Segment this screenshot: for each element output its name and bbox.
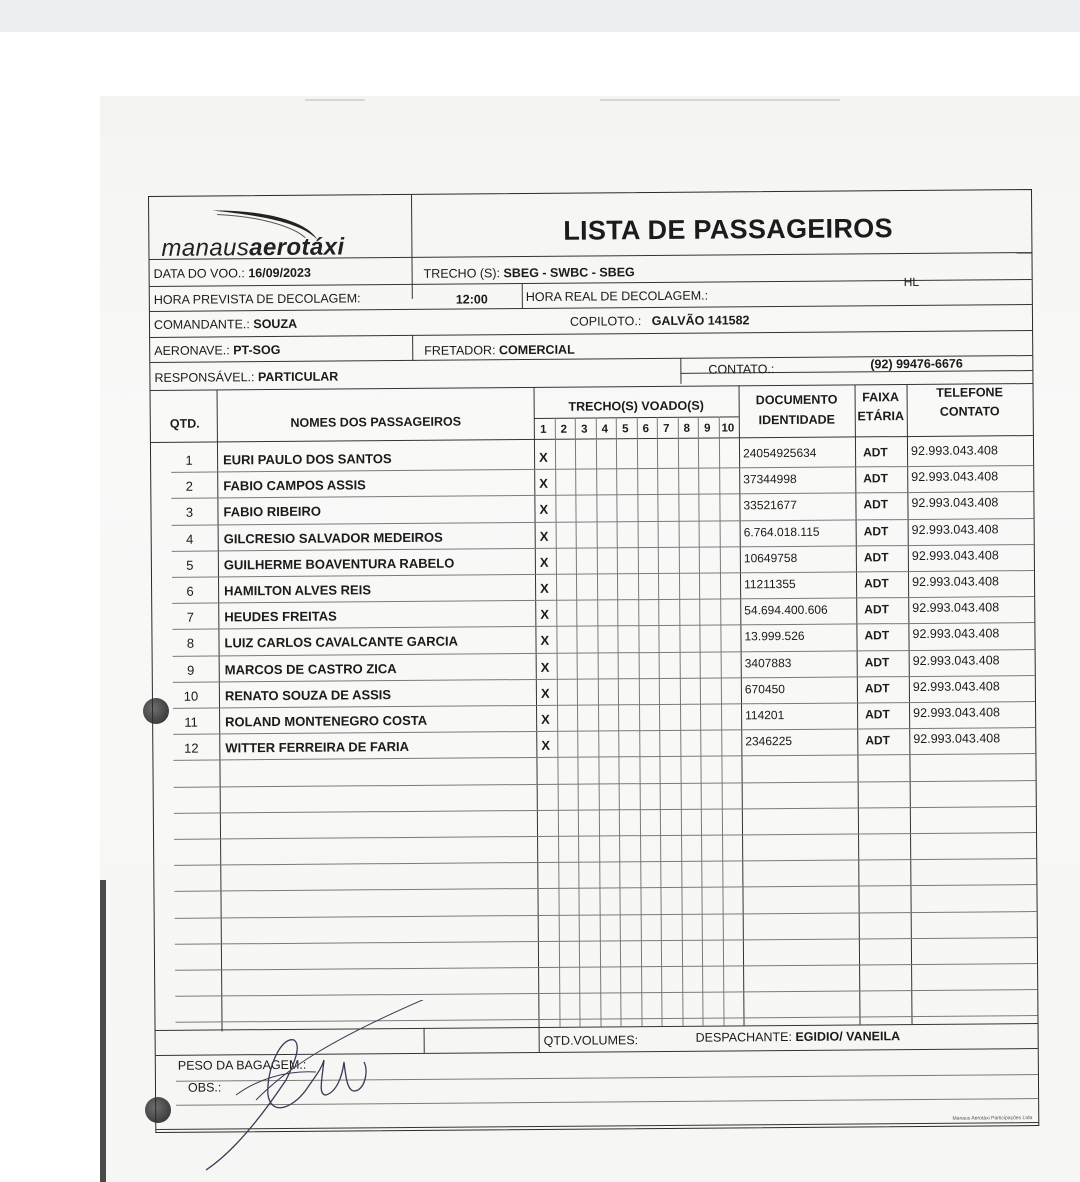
dispatcher-label: DESPACHANTE:: [695, 1029, 793, 1045]
passenger-name: FABIO CAMPOS ASSIS: [223, 477, 366, 494]
passenger-leg-mark: X: [540, 685, 550, 701]
actual-departure-value: HL: [903, 274, 920, 290]
copilot-value: GALVÃO 141582: [651, 313, 750, 329]
passenger-document: 24054925634: [742, 445, 817, 461]
form-footer-print: Manaus Aerotáxi Participações Ltda: [952, 1115, 1033, 1122]
leg-number: 6: [642, 423, 650, 436]
passenger-document: 13.999.526: [744, 629, 805, 644]
baggage-weight-label: PESO DA BAGAGEM.:: [177, 1057, 307, 1073]
route-field: [424, 265, 635, 281]
contact-value: (92) 99476-6676: [870, 356, 963, 372]
obs-label: OBS.:: [187, 1080, 222, 1095]
passenger-document: 33521677: [743, 498, 797, 513]
leg-number: 3: [581, 423, 588, 436]
blank-row-line: [174, 832, 1036, 840]
passenger-qtd: 7: [186, 609, 194, 625]
blank-row-line: [174, 884, 1036, 892]
leg-number: 5: [622, 423, 629, 436]
blank-row-line: [175, 963, 1037, 971]
passenger-document: 670450: [744, 681, 785, 697]
col-header-phone-1: TELEFONE: [936, 385, 1003, 400]
passenger-document: 11211355: [744, 576, 796, 592]
copilot-field: [570, 313, 750, 328]
passenger-document: 54.694.400.606: [744, 602, 828, 618]
passenger-qtd: 5: [186, 557, 194, 573]
actual-departure-label: HORA REAL DE DECOLAGEM.:: [525, 288, 709, 305]
passenger-qtd: 10: [183, 688, 199, 704]
passenger-phone: 92.993.043.408: [913, 705, 1001, 721]
logo-suffix: aerotáxi: [249, 233, 345, 262]
passenger-leg-mark: X: [539, 449, 548, 465]
flight-date-field: [154, 266, 311, 281]
passenger-document: 3407883: [744, 655, 792, 670]
blank-row-line: [174, 780, 1036, 788]
passenger-age-group: ADT: [864, 680, 890, 696]
col-header-legs: TRECHO(S) VOADO(S): [568, 398, 704, 414]
passenger-name: HAMILTON ALVES REIS: [224, 582, 372, 599]
logo-prefix: manaus: [161, 234, 250, 262]
col-header-names: NOMES DOS PASSAGEIROS: [290, 414, 462, 430]
passenger-qtd: 6: [186, 583, 194, 599]
flight-date-value: 16/09/2023: [248, 265, 311, 281]
passenger-leg-mark: X: [541, 711, 550, 727]
paper-shadow-edge: [100, 880, 106, 1182]
passenger-phone: 92.993.043.408: [912, 679, 1000, 694]
passenger-age-group: ADT: [864, 576, 889, 591]
aircraft-field: [154, 343, 280, 358]
faint-mark: [600, 99, 840, 101]
passenger-qtd: 3: [185, 505, 194, 521]
blank-row-line: [174, 858, 1036, 866]
responsible-field: [154, 370, 338, 385]
scheduled-departure-value: 12:00: [455, 292, 488, 307]
col-header-qtd: QTD.: [169, 416, 200, 431]
passenger-leg-mark: X: [539, 554, 549, 570]
leg-number: 7: [663, 422, 670, 435]
passenger-name: RENATO SOUZA DE ASSIS: [224, 686, 392, 704]
passenger-name: GUILHERME BOAVENTURA RABELO: [223, 555, 455, 573]
passenger-phone: 92.993.043.408: [912, 574, 999, 590]
passenger-age-group: ADT: [863, 471, 888, 486]
charterer-field: [424, 343, 575, 358]
dispatcher-field: [696, 1029, 901, 1045]
passenger-leg-mark: X: [540, 633, 550, 649]
passenger-row: [153, 730, 1035, 763]
passenger-age-group: ADT: [865, 707, 890, 722]
blank-row-line: [175, 937, 1037, 945]
passenger-age-group: ADT: [864, 628, 890, 643]
passenger-document: 37344998: [743, 472, 797, 487]
passenger-qtd: 4: [186, 531, 194, 547]
passenger-name: EURI PAULO DOS SANTOS: [223, 451, 392, 468]
leg-number: 10: [721, 422, 735, 435]
passenger-age-group: ADT: [864, 602, 889, 617]
faint-mark: [305, 99, 365, 101]
captain-field: [154, 317, 297, 332]
passenger-age-group: ADT: [863, 549, 889, 565]
passenger-leg-mark: X: [540, 607, 550, 623]
passenger-leg-mark: X: [540, 580, 549, 596]
passenger-name: ROLAND MONTENEGRO COSTA: [225, 712, 428, 730]
passenger-qtd: 2: [185, 478, 193, 494]
passenger-leg-mark: X: [541, 738, 551, 754]
passenger-leg-mark: X: [539, 528, 549, 544]
passenger-document: 6.764.018.115: [743, 524, 820, 539]
passenger-phone: 92.993.043.408: [910, 443, 998, 459]
aircraft-value: PT-SOG: [233, 342, 281, 358]
charterer-value: COMERCIAL: [498, 342, 575, 358]
passenger-phone: 92.993.043.408: [911, 521, 999, 537]
passenger-name: LUIZ CARLOS CAVALCANTE GARCIA: [224, 633, 459, 651]
passenger-name: WITTER FERREIRA DE FARIA: [225, 739, 410, 756]
blank-row-line: [175, 989, 1037, 997]
blank-row-line: [174, 806, 1036, 814]
passenger-phone: 92.993.043.408: [912, 600, 1000, 616]
col-header-age-2: ETÁRIA: [857, 409, 905, 424]
route-label: TRECHO (S):: [423, 266, 501, 281]
leg-number: 4: [601, 423, 609, 436]
captain-label: COMANDANTE.:: [153, 317, 250, 332]
passenger-phone: 92.993.043.408: [912, 626, 1000, 642]
route-value: SBEG - SWBC - SBEG: [503, 265, 635, 281]
passenger-document: 10649758: [743, 550, 798, 566]
passenger-phone: 92.993.043.408: [911, 469, 999, 485]
leg-number: 9: [704, 422, 711, 435]
passenger-age-group: ADT: [862, 445, 888, 460]
passenger-name: GILCRESIO SALVADOR MEDEIROS: [223, 529, 443, 547]
passenger-leg-mark: X: [539, 502, 549, 518]
passenger-phone: 92.993.043.408: [913, 731, 1001, 747]
leg-number: 2: [560, 423, 568, 436]
page-title: LISTA DE PASSAGEIROS: [563, 213, 893, 246]
passenger-qtd: 9: [187, 662, 195, 678]
flight-date-label: DATA DO VOO.:: [153, 266, 245, 281]
col-header-document-1: DOCUMENTO: [755, 392, 838, 408]
aircraft-label: AERONAVE.:: [154, 343, 230, 358]
passenger-phone: 92.993.043.408: [911, 495, 999, 511]
passenger-qtd: 11: [184, 714, 198, 730]
col-header-document-2: IDENTIDADE: [758, 412, 836, 428]
blank-row-line: [175, 911, 1037, 919]
responsible-value: PARTICULAR: [257, 369, 339, 385]
company-logo: [157, 203, 407, 261]
passenger-age-group: ADT: [865, 733, 891, 748]
passenger-leg-mark: X: [540, 659, 550, 675]
passenger-name: HEUDES FREITAS: [224, 608, 337, 625]
passenger-document: 114201: [745, 708, 785, 723]
contact-label: CONTATO.:: [708, 362, 775, 377]
leg-number: 8: [683, 422, 691, 435]
passenger-phone: 92.993.043.408: [912, 652, 1000, 668]
passenger-qtd: 1: [185, 452, 193, 468]
passenger-age-group: ADT: [863, 497, 889, 512]
passenger-leg-mark: X: [539, 476, 549, 492]
charterer-label: FRETADOR:: [424, 343, 496, 358]
passenger-age-group: ADT: [863, 523, 889, 538]
responsible-label: RESPONSÁVEL.:: [154, 370, 255, 385]
passenger-name: FABIO RIBEIRO: [223, 504, 322, 520]
volumes-label: QTD.VOLUMES:: [543, 1033, 639, 1048]
scheduled-departure-label: HORA PREVISTA DE DECOLAGEM:: [153, 291, 361, 307]
passenger-document: 2346225: [745, 734, 793, 749]
leg-number: 1: [540, 423, 547, 436]
captain-value: SOUZA: [253, 316, 298, 332]
passenger-phone: 92.993.043.408: [911, 548, 999, 563]
passenger-name: MARCOS DE CASTRO ZICA: [224, 660, 397, 678]
dispatcher-value: EGIDIO/ VANEILA: [795, 1029, 901, 1044]
passenger-list-form: [148, 189, 1039, 1133]
viewer-top-bar: [0, 0, 1080, 32]
passenger-qtd: 12: [184, 740, 199, 756]
col-header-age-1: FAIXA: [862, 390, 900, 405]
col-header-phone-2: CONTATO: [939, 404, 1000, 419]
signature: [196, 1000, 456, 1180]
copilot-label: COPILOTO.:: [569, 314, 642, 329]
passenger-age-group: ADT: [864, 654, 890, 669]
passenger-qtd: 8: [186, 636, 195, 652]
